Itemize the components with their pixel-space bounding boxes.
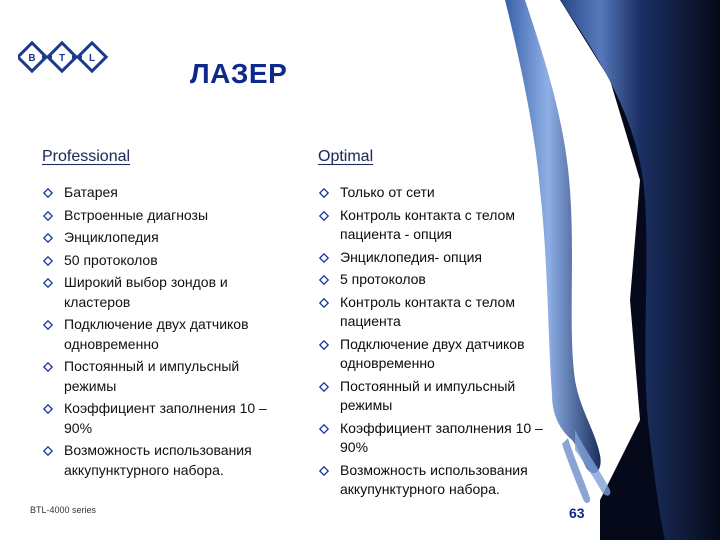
list-item-text: 5 протоколов: [340, 271, 426, 287]
list-item: [318, 270, 568, 290]
list-item: [318, 293, 568, 332]
page-number: 63: [569, 505, 585, 521]
list-item: [42, 183, 292, 203]
list-item-text: Постоянный и импульсный режимы: [64, 358, 240, 394]
footer-series-label: BTL-4000 series: [30, 505, 97, 515]
list-item-text: Только от сети: [340, 184, 435, 200]
diamond-bullet-icon: [319, 253, 329, 263]
logo-letter-t: T: [58, 53, 66, 64]
list-item-text: Коэффициент заполнения 10 – 90%: [64, 400, 267, 436]
list-item: [42, 228, 292, 248]
list-item-text: Подключение двух датчиков одновременно: [340, 335, 525, 371]
diamond-bullet-icon: [43, 320, 53, 330]
diamond-bullet-icon: [43, 233, 53, 243]
diamond-bullet-icon: [43, 211, 53, 221]
list-item: [42, 273, 292, 312]
diamond-bullet-icon: [43, 188, 53, 198]
diamond-bullet-icon: [319, 466, 329, 476]
list-item: [42, 399, 292, 438]
diamond-bullet-icon: [319, 340, 329, 350]
diamond-bullet-icon: [43, 362, 53, 372]
list-item: [42, 441, 292, 480]
btl-logo: [18, 38, 108, 80]
list-item: [318, 183, 568, 203]
professional-heading: Professional: [42, 148, 131, 165]
professional-column: [42, 148, 292, 483]
list-item: [42, 251, 292, 271]
diamond-bullet-icon: [319, 275, 329, 285]
logo-letter-l: L: [88, 53, 96, 64]
diamond-bullet-icon: [43, 278, 53, 288]
list-item: [318, 248, 568, 268]
diamond-bullet-icon: [319, 424, 329, 434]
list-item: [318, 377, 568, 416]
diamond-bullet-icon: [319, 382, 329, 392]
diamond-bullet-icon: [319, 188, 329, 198]
list-item: [42, 206, 292, 226]
list-item-text: 50 протоколов: [64, 251, 158, 268]
list-item-text: Возможность использования аккупунктурного набора.: [64, 442, 252, 478]
list-item: [318, 461, 568, 500]
optimal-feature-list: [318, 183, 568, 500]
list-item-text: Широкий выбор зондов и кластеров: [64, 274, 228, 310]
list-item-text: Энциклопедия: [64, 229, 159, 245]
list-item: [318, 335, 568, 374]
optimal-column: [318, 148, 568, 503]
diamond-bullet-icon: [43, 446, 53, 456]
list-item-text: Контроль контакта с телом пациента: [340, 293, 515, 329]
list-item-text: Коэффициент заполнения 10 – 90%: [340, 419, 543, 455]
list-item: [42, 357, 292, 396]
professional-feature-list: [42, 183, 292, 480]
list-item-text: Встроенные диагнозы: [64, 206, 209, 223]
diamond-bullet-icon: [43, 404, 53, 414]
list-item-text: Постоянный и импульсный режимы: [340, 377, 516, 413]
diamond-bullet-icon: [43, 256, 53, 266]
diamond-bullet-icon: [319, 298, 329, 308]
list-item-text: Контроль контакта с телом пациента - опция: [340, 206, 515, 242]
list-item-text: Энциклопедия- опция: [340, 248, 482, 265]
list-item: [318, 206, 568, 245]
list-item-text: Подключение двух датчиков одновременно: [64, 316, 249, 352]
list-item-text: Батарея: [64, 184, 118, 200]
logo-letter-b: B: [28, 53, 36, 64]
list-item: [318, 419, 568, 458]
list-item: [42, 315, 292, 354]
optimal-heading: Optimal: [318, 148, 374, 165]
diamond-bullet-icon: [319, 211, 329, 221]
list-item-text: Возможность использования аккупунктурного набора.: [340, 461, 528, 497]
slide-title: ЛАЗЕР: [190, 58, 288, 89]
